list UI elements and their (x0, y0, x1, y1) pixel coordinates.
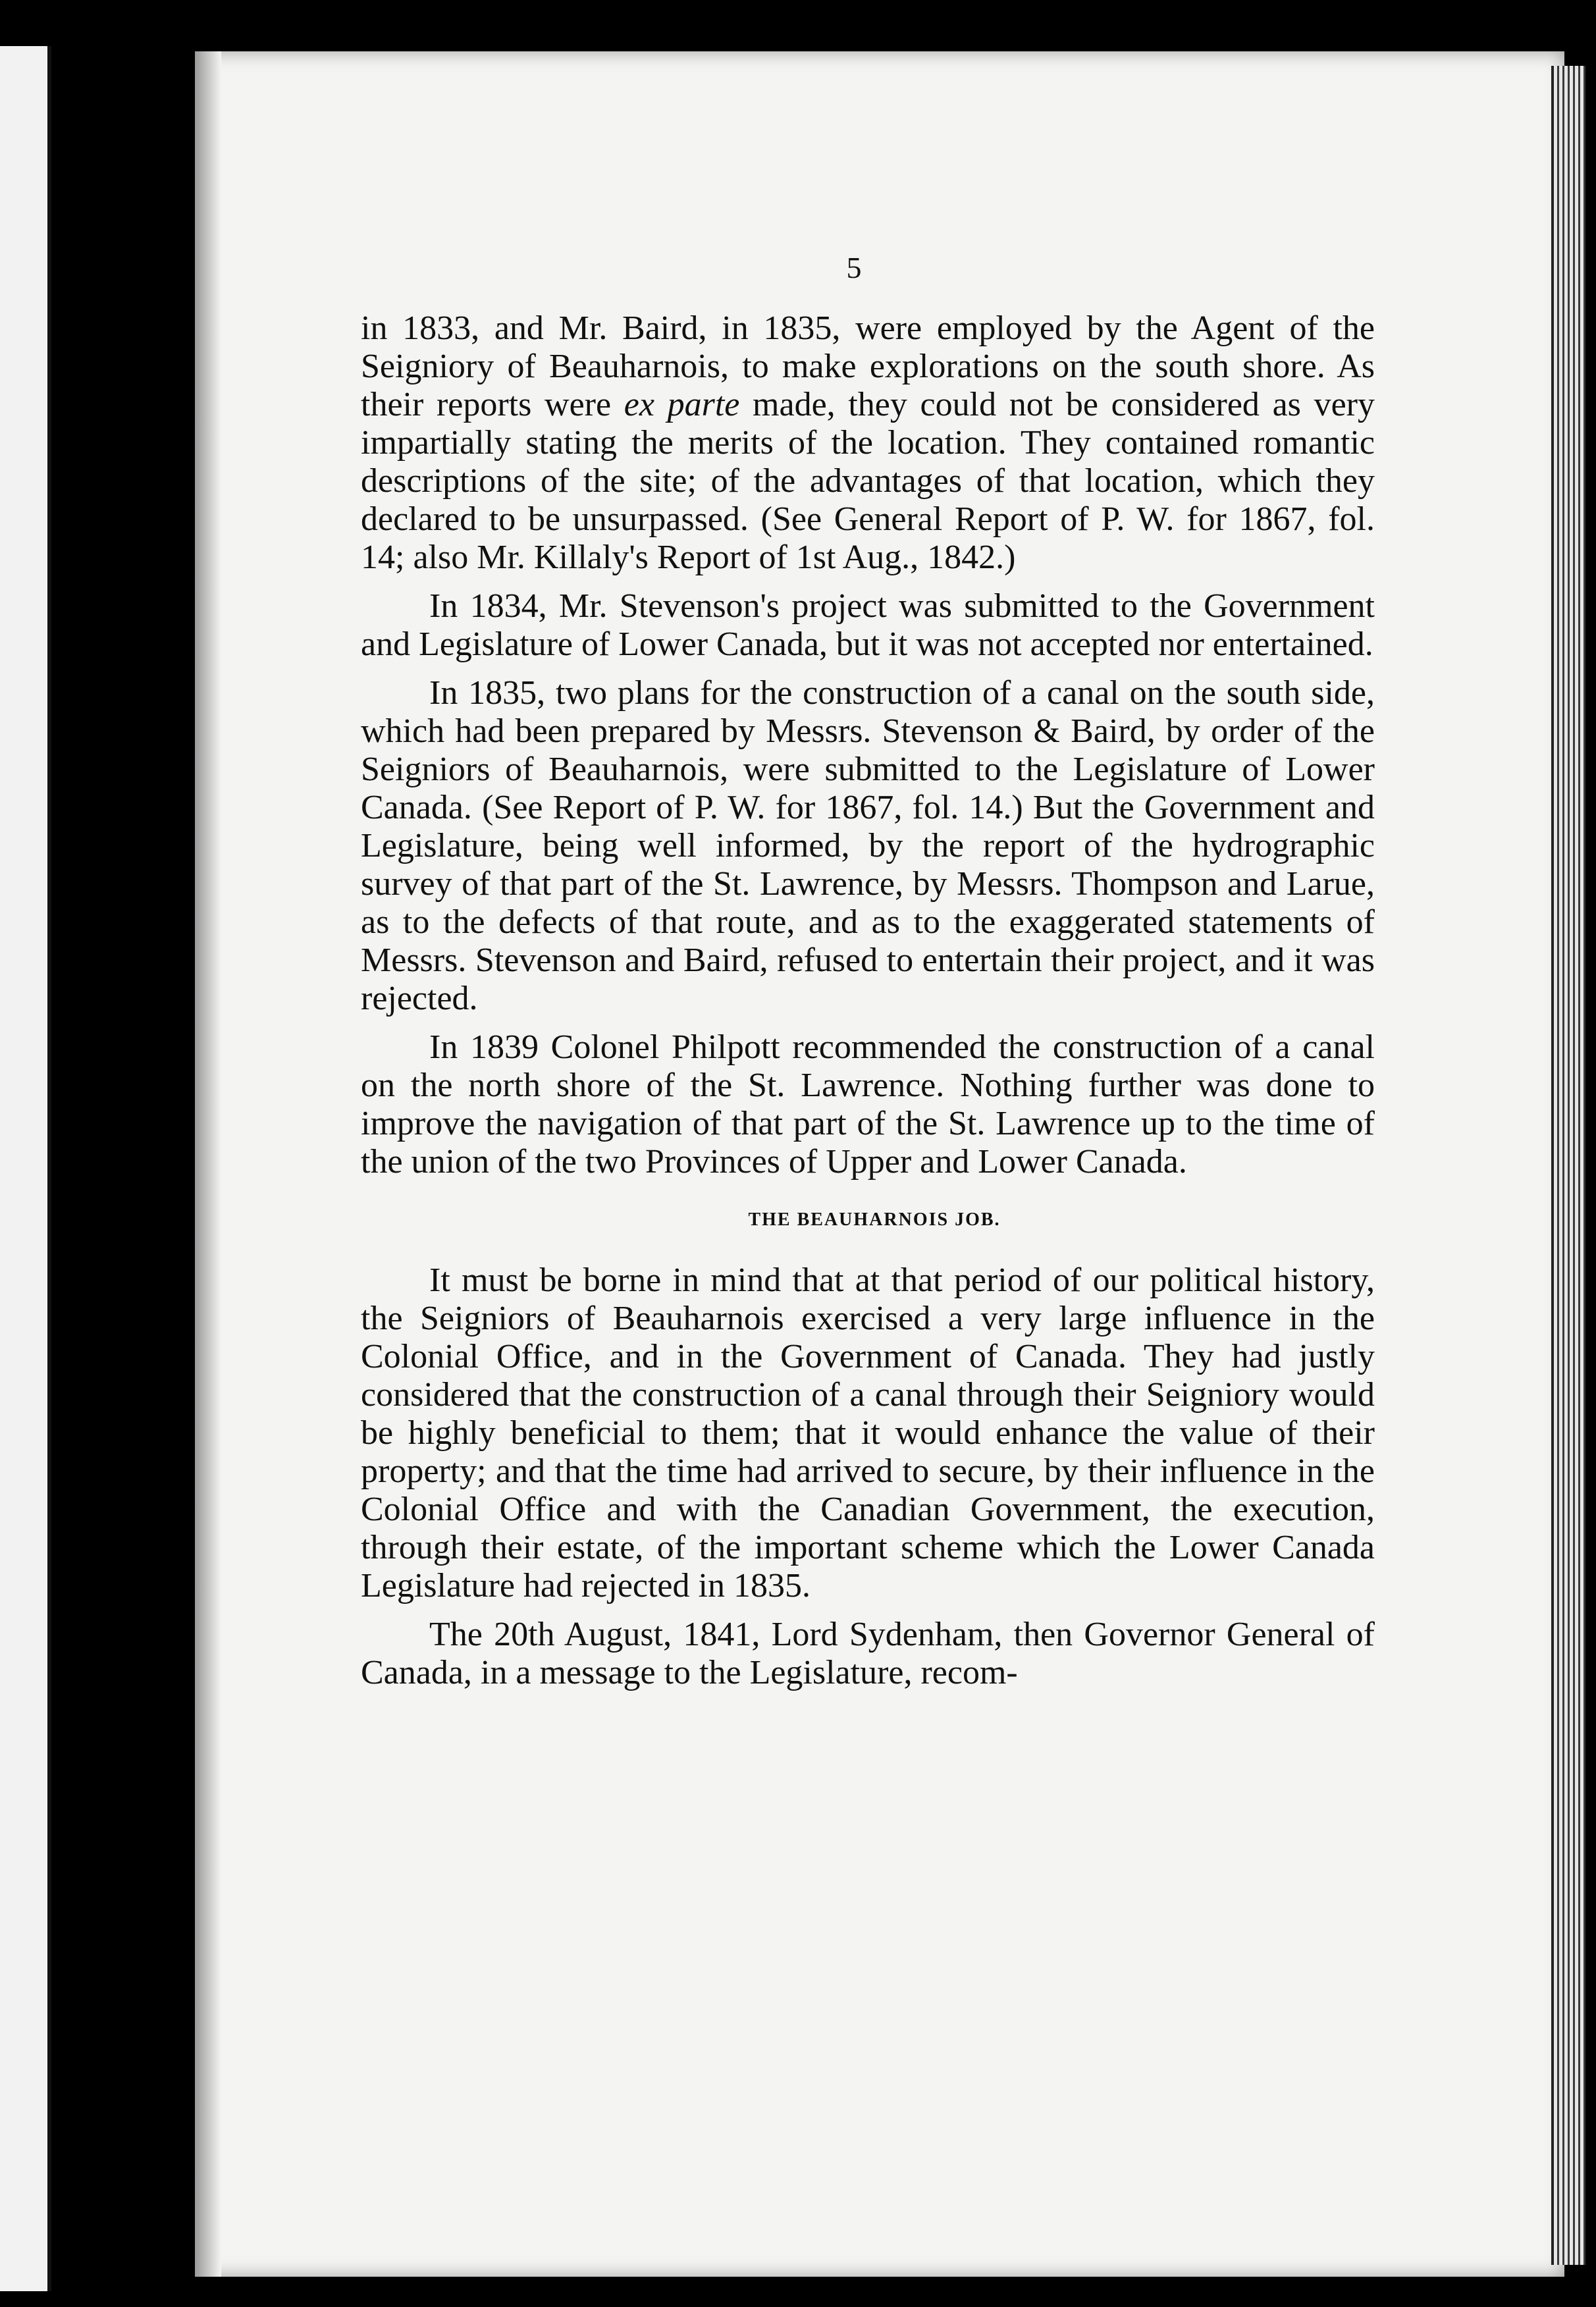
page-number: 5 (846, 251, 862, 284)
paragraph-1-start: in 1833, and Mr. Baird, in 1835, were employed by the Agent of the Seigniory of Beauharnois, to make explorations on the south shore. As their reports were (361, 309, 1375, 423)
paragraph-1 (361, 309, 1375, 577)
latin-phrase: ex parte (624, 386, 740, 423)
paragraph-2: In 1834, Mr. Stevenson's project was submitted to the Government and Legislature of Lower Canada, but it was not accepted nor entertained. (361, 587, 1375, 663)
page-text-block (361, 309, 1375, 1703)
section-heading: THE BEAUHARNOIS JOB. (748, 1209, 1001, 1230)
page-gutter-shadow (195, 51, 221, 2277)
paragraph-6: The 20th August, 1841, Lord Sydenham, then Governor General of Canada, in a message to the Legislature, recom- (361, 1616, 1375, 1691)
paragraph-3: In 1835, two plans for the construction of a canal on the south side, which had been prepared by Messrs. Stevenson & Baird, by order of the Seigniors of Beauharnois, were submitted to the Legislature of Lower Canada. (See Report of P. W. for 1867, fol. 14.) But the Government and Legislature, being well informed, by the report of the hydrographic survey of that part of the St. Lawrence, by Messrs. Thompson and Larue, as to the defects of that route, and as to the exaggerated statements of Messrs. Stevenson and Baird, refused to entertain their project, and it was rejected. (361, 674, 1375, 1017)
paragraph-1-end: made, they could not be considered as very impartially stating the merits of the location. They contained romantic descriptions of the site; of the advantages of that location, which they declared to be unsurpassed. (See General Report of P. W. for 1867, fol. 14; also Mr. Killaly's Report of 1st Aug., 1842.) (361, 386, 1375, 576)
paragraph-5: It must be borne in mind that at that period of our political history, the Seigniors of Beauharnois exercised a very large influence in the Colonial Office, and in the Government of Canada. They had justly considered that the construction of a canal through their Seigniory would be highly beneficial to them; that it would enhance the value of their property; and that the time had arrived to secure, by their influence in the Colonial Office and with the Canadian Government, the execution, through their estate, of the important scheme which the Lower Canada Legislature had rejected in 1835. (361, 1261, 1375, 1604)
page-stack-edge (1551, 66, 1585, 2265)
facing-page-edge (0, 46, 51, 2291)
paragraph-4: In 1839 Colonel Philpott recommended the construction of a canal on the north shore of the St. Lawrence. Nothing further was done to improve the navigation of that part of the St. Lawrence up to the time of the union of the two Provinces of Upper and Lower Canada. (361, 1028, 1375, 1180)
